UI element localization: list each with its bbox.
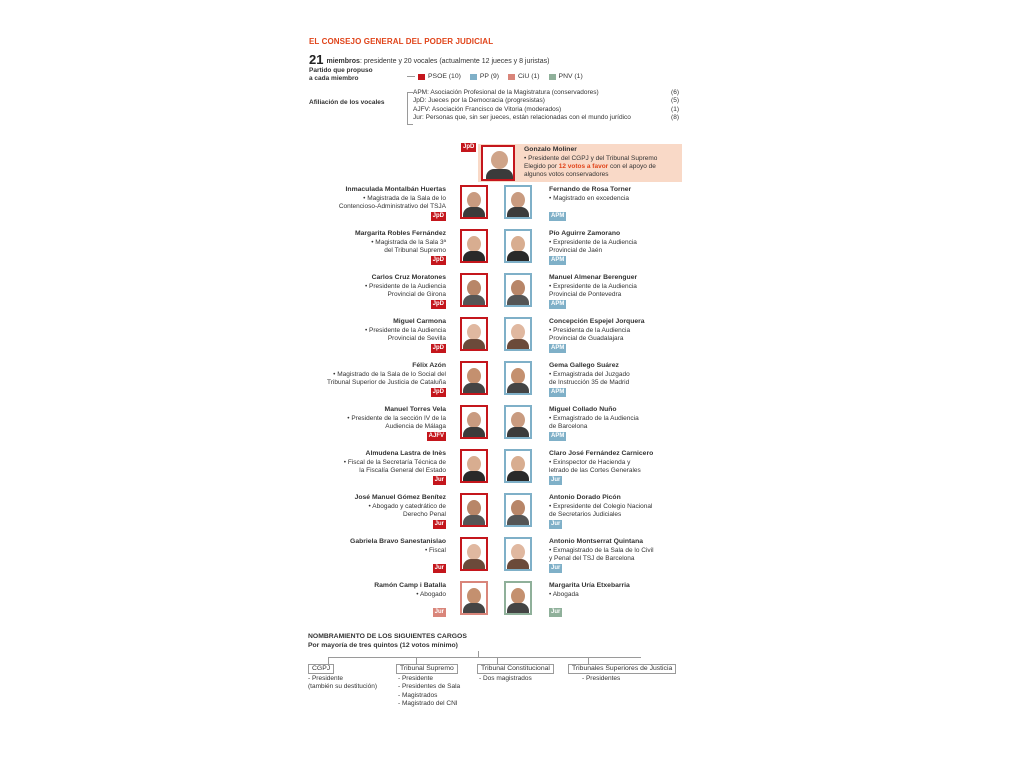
member-name: Margarita Robles Fernández bbox=[354, 230, 446, 237]
member-description: • Magistrada de la Sala de lo bbox=[363, 195, 446, 202]
member-body bbox=[463, 383, 485, 395]
member-description: la Fiscalía General del Estado bbox=[359, 466, 446, 474]
legend-label: PSOE (10) bbox=[428, 73, 461, 80]
member-description: • Presidente de la sección IV de la bbox=[347, 415, 446, 422]
member-badge: JpD bbox=[432, 301, 444, 307]
legend-item-pp bbox=[470, 73, 499, 80]
member-photo bbox=[504, 273, 532, 307]
member-photo bbox=[460, 581, 488, 615]
member-body bbox=[463, 295, 485, 307]
member-description: Provincial de Jaén bbox=[549, 246, 603, 254]
member-body bbox=[507, 427, 529, 439]
member-photo bbox=[504, 405, 532, 439]
member-description: • Expresidente de la Audiencia bbox=[549, 283, 637, 290]
member-description: Tribunal Superior de Justicia de Cataluña bbox=[327, 378, 446, 386]
member-face bbox=[467, 456, 481, 472]
member-badge: APM bbox=[551, 345, 565, 351]
member-description: Provincial de Guadalajara bbox=[549, 334, 624, 342]
member-face bbox=[511, 544, 525, 560]
category-cgpj: CGPJ bbox=[308, 664, 334, 674]
association-row bbox=[413, 89, 679, 97]
member-description: • Presidente de la Audiencia bbox=[364, 283, 446, 290]
member-face bbox=[511, 324, 525, 340]
member-photo bbox=[504, 185, 532, 219]
member-description: de Instrucción 35 de Madrid bbox=[549, 378, 630, 386]
tree-branch bbox=[416, 657, 417, 664]
president-badge: JpD bbox=[463, 144, 475, 150]
category-items bbox=[582, 675, 620, 683]
member-description: de Barcelona bbox=[549, 422, 588, 430]
member-face bbox=[511, 236, 525, 252]
member-name: Manuel Torres Vela bbox=[384, 406, 446, 413]
member-badge: APM bbox=[551, 213, 565, 219]
association-list bbox=[413, 89, 679, 123]
member-name: Manuel Almenar Berenguer bbox=[549, 274, 638, 281]
association-row bbox=[413, 97, 679, 105]
category-items bbox=[479, 675, 532, 683]
member-body bbox=[463, 207, 485, 219]
member-name: Miguel Collado Nuño bbox=[549, 406, 617, 413]
member-photo bbox=[460, 185, 488, 219]
member-body bbox=[507, 383, 529, 395]
tree-branch bbox=[497, 657, 498, 664]
member-description: • Presidente de la Audiencia bbox=[364, 327, 446, 334]
member-body bbox=[507, 559, 529, 571]
member-face bbox=[511, 588, 525, 604]
member-name: Pío Aguirre Zamorano bbox=[549, 230, 621, 237]
member-face bbox=[467, 412, 481, 428]
member-body bbox=[507, 471, 529, 483]
member-face bbox=[467, 544, 481, 560]
member-photo bbox=[504, 493, 532, 527]
member-badge: Jur bbox=[434, 609, 444, 615]
member-badge: APM bbox=[551, 257, 565, 263]
member-photo bbox=[504, 581, 532, 615]
category-item: - Presidentes bbox=[582, 675, 621, 682]
president-photo bbox=[481, 145, 515, 181]
legend-label: CiU (1) bbox=[518, 73, 540, 80]
member-description: • Magistrada de la Sala 3ª bbox=[371, 239, 446, 246]
member-description: • Abogado bbox=[416, 591, 446, 598]
member-badge: APM bbox=[551, 389, 565, 395]
member-badge: Jur bbox=[434, 565, 444, 571]
member-photo bbox=[460, 537, 488, 571]
association-count: (5) bbox=[671, 97, 679, 105]
member-name: Claro José Fernández Carnicero bbox=[549, 450, 654, 457]
member-body bbox=[507, 515, 529, 527]
member-body bbox=[507, 207, 529, 219]
member-description: • Expresidente de la Audiencia bbox=[549, 239, 637, 246]
member-description: Contencioso-Administrativo del TSJA bbox=[338, 202, 446, 210]
category-item: (también su destitución) bbox=[308, 683, 378, 691]
members-description: : presidente y 20 vocales (actualmente 12 jueces y 8 juristas) bbox=[359, 58, 550, 65]
member-name: Inmaculada Montalbán Huertas bbox=[345, 186, 446, 193]
member-badge: JpD bbox=[432, 389, 444, 395]
member-face bbox=[467, 280, 481, 296]
member-face bbox=[511, 456, 525, 472]
association-count: (8) bbox=[671, 114, 679, 122]
member-description: Provincial de Girona bbox=[387, 290, 446, 298]
member-face bbox=[511, 192, 525, 208]
member-face bbox=[467, 500, 481, 516]
member-face bbox=[467, 192, 481, 208]
member-photo bbox=[504, 537, 532, 571]
legend-label: PNV (1) bbox=[558, 73, 583, 80]
member-description: • Exmagistrada del Juzgado bbox=[549, 371, 630, 378]
category-items bbox=[308, 675, 377, 692]
member-photo bbox=[460, 405, 488, 439]
member-badge: JpD bbox=[432, 345, 444, 351]
tree-bar bbox=[328, 657, 641, 658]
member-description: • Magistrado en excedencia bbox=[549, 195, 629, 202]
member-description: y Penal del TSJ de Barcelona bbox=[549, 554, 635, 562]
member-name: Fernando de Rosa Torner bbox=[549, 186, 632, 193]
member-face bbox=[511, 280, 525, 296]
category-tribunales-superiores-de-justicia: Tribunales Superiores de Justicia bbox=[568, 664, 676, 674]
member-body bbox=[507, 603, 529, 615]
member-name: Concepción Espejel Jorquera bbox=[549, 318, 645, 325]
legend-swatch bbox=[418, 74, 425, 80]
member-body bbox=[463, 559, 485, 571]
category-item: - Dos magistrados bbox=[479, 675, 532, 682]
president-votes: Elegido por 12 votos a favor con el apoyo de bbox=[524, 163, 656, 170]
member-badge: JpD bbox=[432, 257, 444, 263]
member-badge: Jur bbox=[434, 521, 444, 527]
association-text: AJFV: Asociación Francisco de Vitoria (moderados) bbox=[413, 105, 562, 113]
member-name: Miguel Carmona bbox=[393, 318, 446, 325]
members-word: miembros bbox=[326, 58, 360, 65]
member-description: Provincial de Pontevedra bbox=[549, 290, 622, 298]
legend-item-pnv bbox=[549, 73, 583, 80]
legend-item-psoe bbox=[418, 73, 461, 80]
legend-swatch bbox=[508, 74, 515, 80]
member-body bbox=[507, 339, 529, 351]
member-face bbox=[467, 368, 481, 384]
member-name: Antonio Montserrat Quintana bbox=[549, 538, 644, 545]
member-name: Almudena Lastra de Inès bbox=[365, 450, 446, 457]
member-description: • Abogado y catedrático de bbox=[368, 503, 446, 510]
category-items bbox=[398, 675, 460, 708]
member-description: Provincial de Sevilla bbox=[387, 334, 446, 342]
member-badge: Jur bbox=[551, 521, 561, 527]
member-name: Carlos Cruz Moratones bbox=[371, 274, 446, 281]
member-face bbox=[467, 236, 481, 252]
member-body bbox=[463, 427, 485, 439]
association-count: (6) bbox=[671, 89, 679, 96]
member-name: Félix Azón bbox=[412, 362, 446, 369]
legend-item-ciu bbox=[508, 73, 540, 80]
member-badge: AJFV bbox=[428, 433, 444, 439]
member-badge: Jur bbox=[551, 609, 561, 615]
member-face bbox=[511, 368, 525, 384]
member-face bbox=[467, 324, 481, 340]
member-description: • Fiscal de la Secretaría Técnica de bbox=[343, 459, 446, 466]
member-name: Ramón Camp i Batalla bbox=[374, 582, 446, 589]
member-badge: APM bbox=[551, 301, 565, 307]
infographic-title: EL CONSEJO GENERAL DEL PODER JUDICIAL bbox=[309, 37, 494, 46]
member-description: • Exmagistrado de la Audiencia bbox=[549, 415, 639, 422]
member-photo bbox=[504, 229, 532, 263]
member-description: Audiencia de Málaga bbox=[385, 422, 446, 430]
appointments-title: NOMBRAMIENTO DE LOS SIGUIENTES CARGOS Por mayoría de tres quintos (12 votos mínimo) bbox=[308, 633, 467, 649]
legend-swatch bbox=[470, 74, 477, 80]
member-description: • Exmagistrado de la Sala de lo Civil bbox=[549, 547, 654, 554]
president-support: algunos votos conservadores bbox=[524, 171, 609, 178]
member-photo bbox=[460, 317, 488, 351]
partido-connector bbox=[407, 72, 415, 77]
association-text: APM: Asociación Profesional de la Magistratura (conservadores) bbox=[413, 89, 599, 96]
tree-branch bbox=[588, 657, 589, 664]
president-role: • Presidente del CGPJ y del Tribunal Supremo bbox=[524, 155, 658, 162]
member-description: de Secretarios Judiciales bbox=[549, 510, 622, 518]
members-summary bbox=[309, 52, 549, 67]
association-text: Jur: Personas que, sin ser jueces, están relacionadas con el mundo jurídico bbox=[413, 114, 631, 122]
category-item: - Presidente bbox=[398, 675, 434, 682]
member-description: letrado de las Cortes Generales bbox=[549, 466, 641, 474]
member-body bbox=[507, 251, 529, 263]
category-tribunal-constitucional: Tribunal Constitucional bbox=[477, 664, 554, 674]
member-name: Antonio Dorado Picón bbox=[549, 494, 621, 501]
cgpj-infographic bbox=[300, 32, 700, 732]
member-badge: APM bbox=[551, 433, 565, 439]
tree-branch bbox=[328, 657, 329, 664]
member-photo bbox=[504, 317, 532, 351]
legend-label: PP (9) bbox=[479, 73, 500, 80]
member-photo bbox=[460, 273, 488, 307]
category-tribunal-supremo: Tribunal Supremo bbox=[396, 664, 458, 674]
party-legend bbox=[418, 73, 583, 80]
member-face bbox=[511, 500, 525, 516]
category-item: - Presidentes de Sala bbox=[398, 683, 461, 691]
member-face bbox=[511, 412, 525, 428]
member-description: • Magistrado de la Sala de lo Social del bbox=[333, 371, 446, 378]
member-body bbox=[507, 295, 529, 307]
association-row bbox=[413, 114, 679, 122]
legend-swatch bbox=[549, 74, 556, 80]
member-description: Derecho Penal bbox=[403, 510, 446, 518]
member-name: José Manuel Gómez Benítez bbox=[354, 494, 446, 501]
member-description: • Abogada bbox=[549, 591, 579, 598]
afiliacion-label: Afiliación de los vocales bbox=[309, 99, 385, 106]
member-photo bbox=[460, 229, 488, 263]
member-name: Gabriela Bravo Sanestanislao bbox=[350, 538, 446, 545]
member-name: Margarita Uría Etxebarria bbox=[549, 582, 630, 589]
member-body bbox=[463, 251, 485, 263]
member-description: • Expresidente del Colegio Nacional bbox=[549, 503, 653, 510]
president-name: Gonzalo Moliner bbox=[524, 146, 577, 153]
category-item: - Presidente bbox=[308, 675, 344, 682]
member-body bbox=[463, 339, 485, 351]
association-text: JpD: Jueces por la Democracia (progresistas) bbox=[413, 97, 545, 105]
category-item: - Magistrados bbox=[398, 691, 438, 699]
association-count: (1) bbox=[671, 105, 679, 113]
partido-label: Partido que propuso a cada miembro bbox=[309, 67, 373, 82]
member-photo bbox=[460, 449, 488, 483]
member-description: • Presidenta de la Audiencia bbox=[549, 327, 631, 334]
member-badge: JpD bbox=[432, 213, 444, 219]
member-body bbox=[463, 471, 485, 483]
category-item: - Magistrado del CNI bbox=[398, 699, 458, 707]
member-body bbox=[463, 515, 485, 527]
member-photo bbox=[460, 361, 488, 395]
member-badge: Jur bbox=[551, 477, 561, 483]
member-face bbox=[467, 588, 481, 604]
member-name: Gema Gallego Suárez bbox=[549, 362, 619, 369]
member-description: del Tribunal Supremo bbox=[384, 246, 446, 254]
member-photo bbox=[504, 361, 532, 395]
association-row bbox=[413, 106, 679, 114]
member-badge: Jur bbox=[551, 565, 561, 571]
member-badge: Jur bbox=[434, 477, 444, 483]
member-photo bbox=[504, 449, 532, 483]
member-body bbox=[463, 603, 485, 615]
members-count: 21 bbox=[309, 52, 324, 67]
member-description: • Fiscal bbox=[424, 547, 446, 554]
member-description: • Exinspector de Hacienda y bbox=[549, 459, 631, 466]
member-photo bbox=[460, 493, 488, 527]
